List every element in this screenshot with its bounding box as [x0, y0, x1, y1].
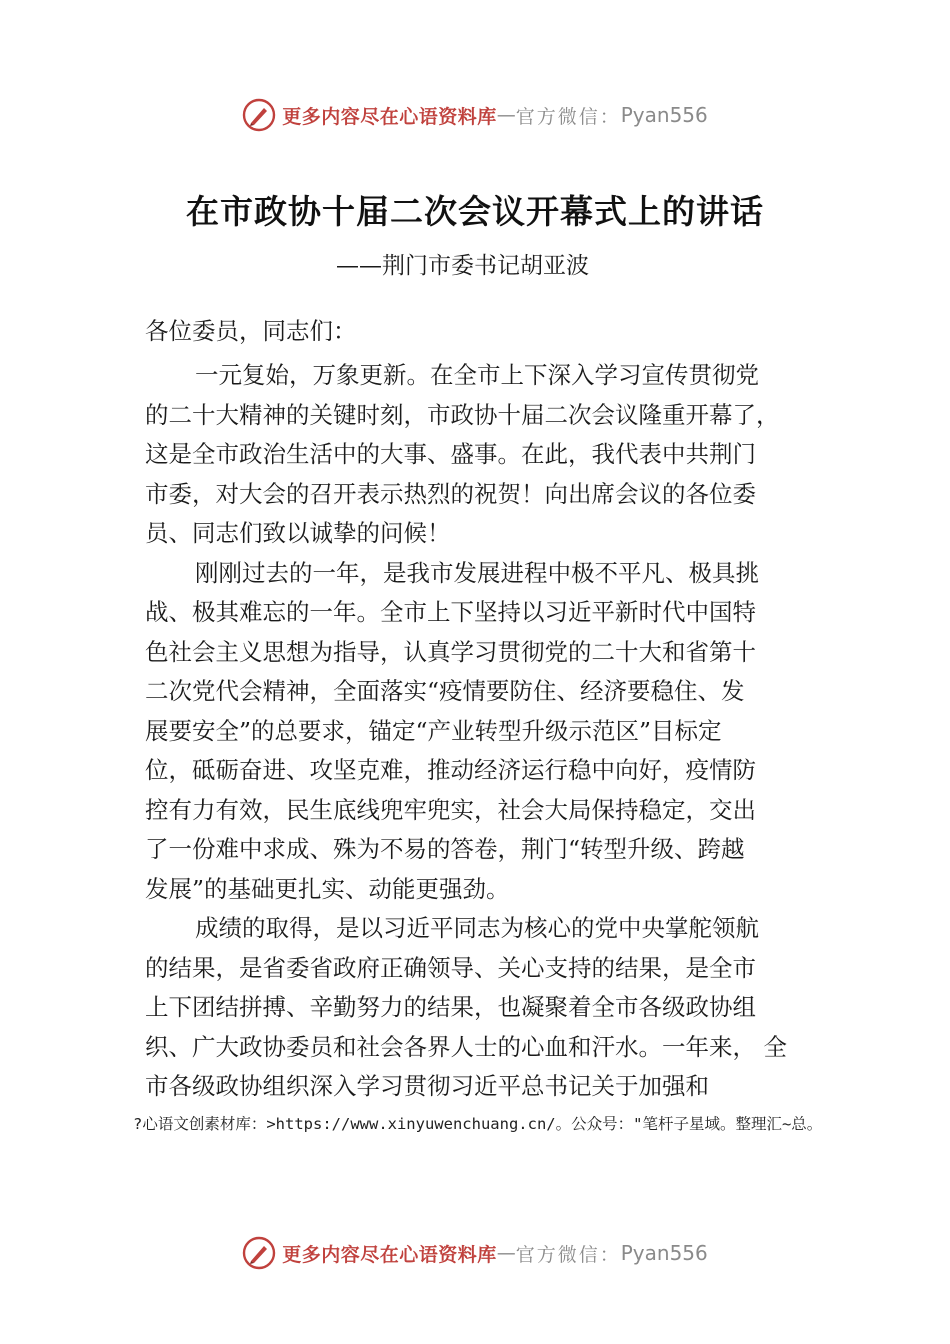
banner-wechat-label: 官方微信：: [515, 1243, 621, 1266]
banner-separator: —: [496, 104, 516, 126]
body-line: 市委，对大会的召开表示热烈的祝贺！向出席会议的各位委: [145, 479, 756, 508]
body-line: 成绩的取得，是以习近平同志为核心的党中央掌舵领航: [195, 914, 759, 942]
banner-wechat-label: 官方微信：: [515, 105, 621, 128]
body-line: 的结果，是省委省政府正确领导、关心支持的结果，是全市: [145, 953, 756, 982]
body-line: 员、同志们致以诚挚的问候！: [145, 519, 451, 547]
banner-wechat-id: Pyan556: [620, 103, 708, 127]
pen-logo-icon: [242, 1236, 276, 1270]
body-line: 市各级政协组织深入学习贯彻习近平总书记关于加强和: [145, 1072, 709, 1100]
body-line: 的二十大精神的关键时刻，市政协十届二次会议隆重开幕了，: [145, 400, 780, 429]
body-line: 展要安全”的总要求，锚定“产业转型升级示范区”目标定: [145, 716, 722, 745]
body-line: 发展”的基础更扎实、动能更强劲。: [145, 874, 510, 903]
banner-wechat-id: Pyan556: [620, 1241, 708, 1265]
pen-logo-icon: [242, 98, 276, 132]
banner-brand: 更多内容尽在心语资料库: [282, 105, 497, 128]
body-line: 了一份难中求成、殊为不易的答卷，荆门“转型升级、跨越: [145, 835, 745, 863]
body-line: 织、广大政协委员和社会各界人士的心血和汗水。一年来， 全: [145, 1032, 787, 1061]
banner-separator: —: [496, 1242, 516, 1264]
footer-note: ?心语文创素材库：>https://www.xinyuwenchuang.cn/。公众号："笔杆子星域。整理汇~总。: [133, 1115, 823, 1133]
footer-banner: [0, 1233, 950, 1273]
body-line: 控有力有效，民生底线兜牢兜实，社会大局保持稳定，交出: [145, 795, 756, 824]
body-line: 这是全市政治生活中的大事、盛事。在此，我代表中共荆门: [145, 440, 756, 468]
body-line: 色社会主义思想为指导，认真学习贯彻党的二十大和省第十: [145, 637, 756, 666]
body-line: 刚刚过去的一年，是我市发展进程中极不平凡、极具挑: [195, 558, 759, 587]
header-banner: [0, 95, 950, 135]
document-body: [145, 356, 825, 1107]
document-subtitle: ——荆门市委书记胡亚波: [336, 253, 589, 279]
body-line: 上下团结拼搏、辛勤努力的结果，也凝聚着全市各级政协组: [145, 993, 756, 1021]
banner-brand: 更多内容尽在心语资料库: [282, 1243, 497, 1266]
body-line: 位，砥砺奋进、攻坚克难，推动经济运行稳中向好，疫情防: [145, 756, 756, 784]
body-line: 二次党代会精神，全面落实“疫情要防住、经济要稳住、发: [145, 677, 745, 705]
body-line: 一元复始，万象更新。在全市上下深入学习宣传贯彻党: [195, 361, 759, 389]
salutation: 各位委员，同志们：: [145, 317, 357, 345]
document-title: 在市政协十届二次会议开幕式上的讲话: [186, 192, 764, 231]
body-line: 战、极其难忘的一年。全市上下坚持以习近平新时代中国特: [145, 598, 756, 626]
